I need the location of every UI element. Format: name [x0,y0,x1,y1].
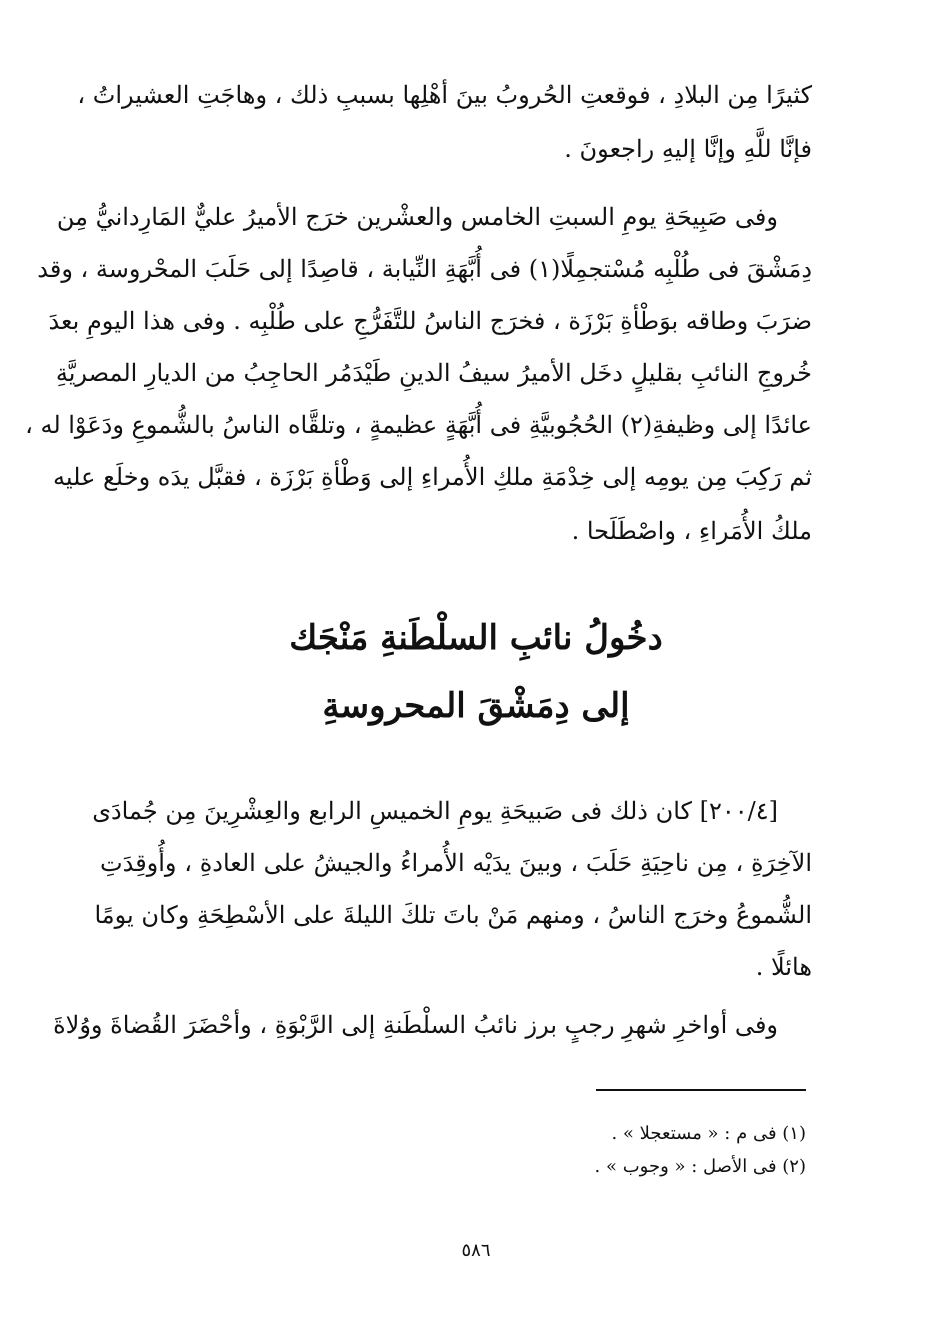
text-line: ضرَبَ وطاقه بوَطْأةِ بَرْزَة ، فخرَج الناسُ للتَّفَرُّجِ على طُلْبِه . وفى هذا اليومِ بعدَ [48,307,812,335]
footnote-1: (١) فى م : « مستعجلا » . [611,1123,806,1144]
text-line: الشُّموعُ وخرَج الناسُ ، ومنهم مَنْ باتَ تلكَ الليلةَ على الأسْطِحَةِ وكان يومًا [94,901,812,929]
page-number: ٥٨٦ [461,1240,491,1261]
text-line: وفى أواخرِ شهرِ رجبٍ برز نائبُ السلْطَنةِ إلى الرَّبْوَةِ ، وأحْضَرَ القُضاةَ ووُلاةَ [53,1011,778,1039]
text-line: ثم رَكِبَ مِن يومِه إلى خِدْمَةِ ملكِ الأُمراءِ إلى وَطْأةِ بَرْزَة ، فقبَّل يدَه وخلَع عليه [53,463,812,491]
paragraph-2 [25,200,812,560]
section-heading-line-2: إلى دِمَشْقَ المحروسةِ [322,686,630,726]
text-line: عائدًا إلى وظيفةِ(٢) الحُجُوبيَّةِ فى أُبَّهَةٍ عظيمةٍ ، وتلقَّاه الناسُ بالشُّموعِ ودَعَوْا له ، [25,411,812,439]
paragraph-1 [77,78,812,168]
text-line: كثيرًا مِن البلادِ ، فوقعتِ الحُروبُ بينَ أهْلِها بسببِ ذلك ، وهاجَتِ العشيراتُ ، [77,81,812,109]
text-line: وفى صَبِيحَةِ يومِ السبتِ الخامس والعشْرين خرَج الأميرُ عليٌّ المَارِدانيُّ مِن [56,203,778,231]
paragraph-3 [92,794,812,994]
text-line: دِمَشْقَ فى طُلْبِه مُسْتجمِلًا(١) فى أُبَّهَةِ النِّيابة ، قاصِدًا إلى حَلَبَ المحْروسة ، وقد [37,255,812,283]
text-line: هائلًا . [755,953,812,981]
footnote-divider [596,1089,806,1091]
section-heading-line-1: دخُولُ نائبِ السلْطَنةِ مَنْجَك [289,618,663,658]
text-line: الآخِرَةِ ، مِن ناحِيَةِ حَلَبَ ، وبينَ يدَيْه الأُمراءُ والجيشُ على العادةِ ، وأُوقِدَتِ [100,849,812,877]
paragraph-4 [53,1008,812,1048]
text-line: ملكُ الأُمَراءِ ، واصْطَلَحا . [571,517,812,545]
text-line: فإنَّا للَّهِ وإنَّا إليهِ راجعونَ . [564,135,812,163]
footnote-2: (٢) فى الأصل : « وجوب » . [594,1156,806,1177]
text-line: خُروجِ النائبِ بقليلٍ دخَل الأميرُ سيفُ الدينِ طَيْدَمُر الحاجِبُ من الديارِ المصريَّةِ [55,359,812,387]
text-line: [٢٠٠/٤] كان ذلك فى صَبيحَةِ يومِ الخميسِ الرابع والعِشْرِينَ مِن جُمادَى [92,797,778,825]
